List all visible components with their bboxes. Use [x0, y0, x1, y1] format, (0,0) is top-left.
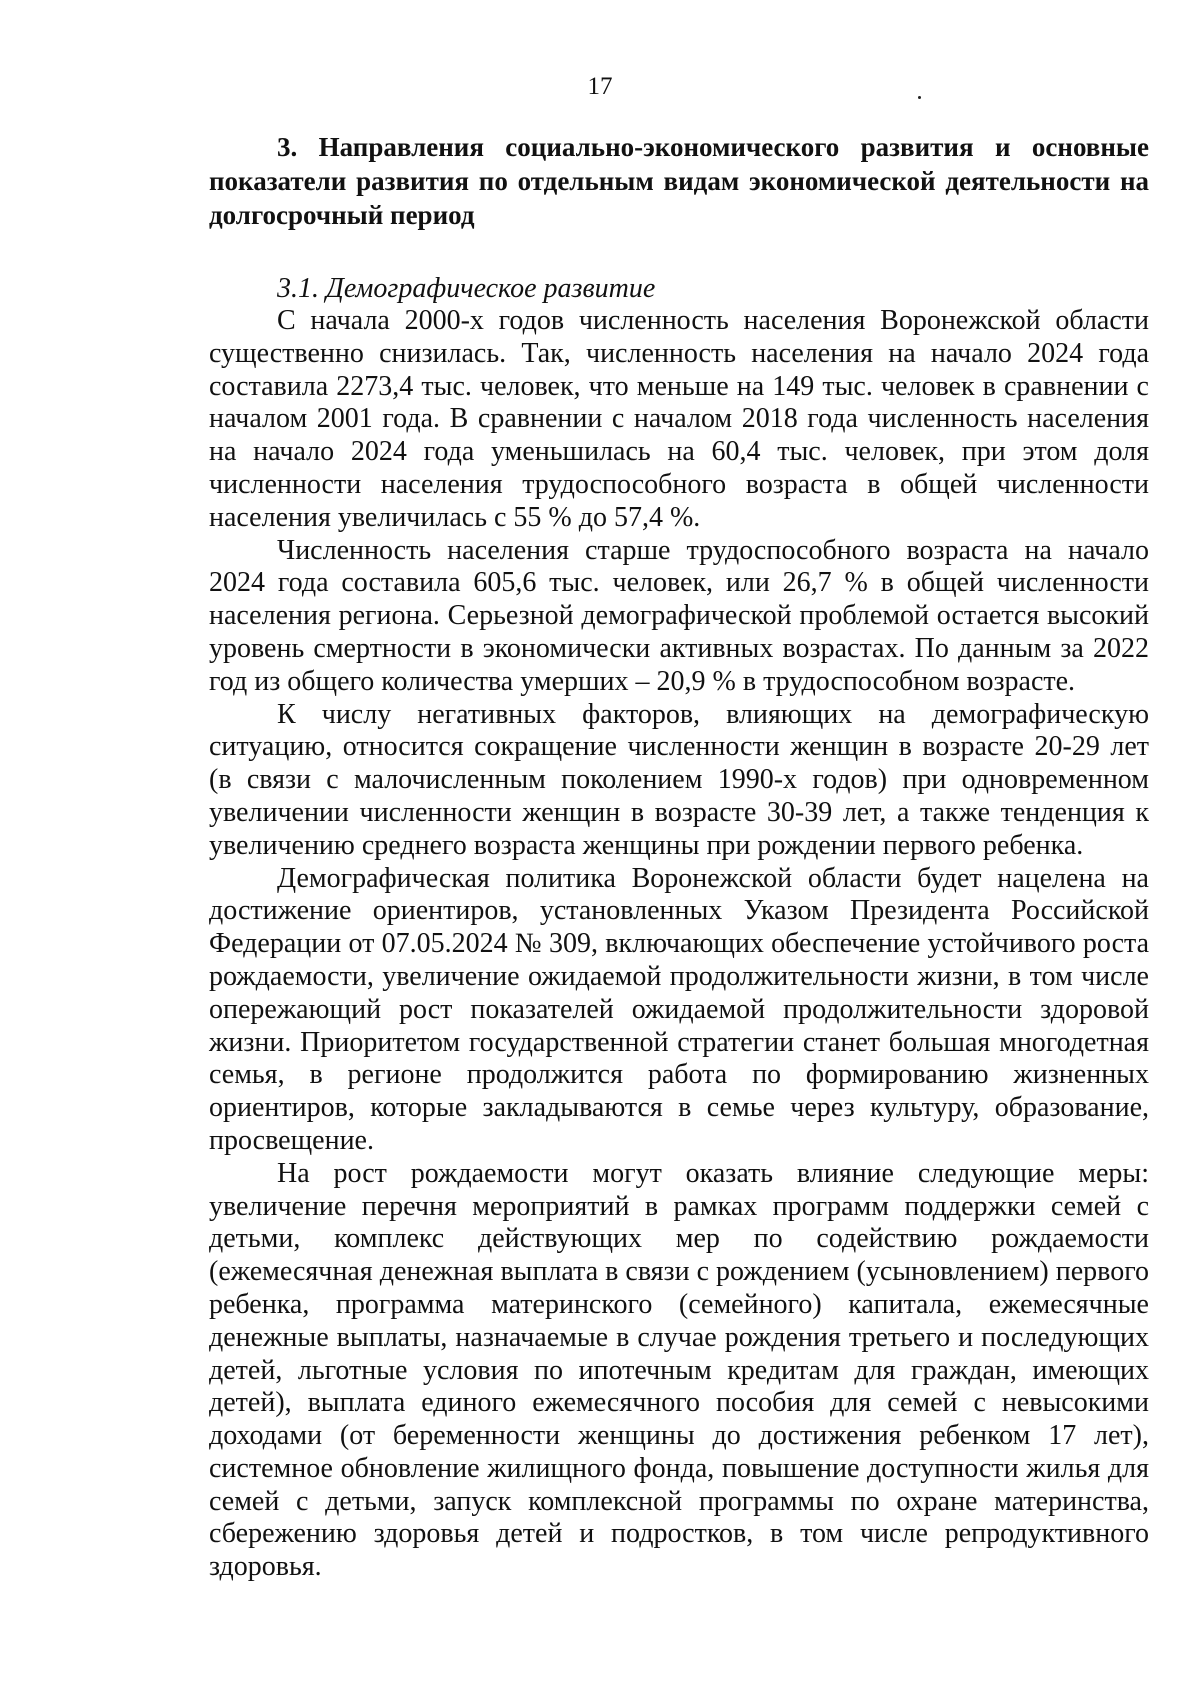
paragraph-demographic-policy: Демографическая политика Воронежской области будет нацелена на достижение ориентиров, установленных Указом Президента Российской Федерации от 07.05.2024 № 309, включающих обеспечение устойчивого роста рождаемости, увеличение ожидаемой продолжительности жизни, в том числе опережающий рост показателей ожидаемой продолжительности здоровой жизни. Приоритетом государственной стратегии станет большая многодетная семья, в регионе продолжится работа по формированию жизненных ориентиров, которые закладываются в семье через культуру, образование, просвещение.: [209, 862, 1149, 1156]
document-body: [209, 130, 1149, 1584]
paragraph-older-population: Численность населения старше трудоспособного возраста на начало 2024 года составила 605,6 тыс. человек, или 26,7 % в общей численности населения региона. Серьезной демографической проблемой остается высокий уровень смертности в экономически активных возрастах. По данным за 2022 год из общего количества умерших – 20,9 % в трудоспособном возрасте.: [209, 534, 1149, 697]
section-title: 3. Направления социально-экономического развития и основные показатели развития по отдельным видам экономической деятельности на долгосрочный период: [209, 132, 1149, 230]
subsection-title: 3.1. Демографическое развитие: [277, 273, 656, 304]
page-number: 17: [587, 73, 613, 100]
paragraph-population-decline: С начала 2000-х годов численность населения Воронежской области существенно снизилась. Так, численность населения на начало 2024 года составила 2273,4 тыс. человек, что меньше на 149 тыс. человек в сравнении с началом 2001 года. В сравнении с началом 2018 года численность населения на начало 2024 года уменьшилась на 60,4 тыс. человек, при этом доля численности населения трудоспособного возраста в общей численности населения увеличилась с 55 % до 57,4 %.: [209, 305, 1149, 533]
scan-speck: [918, 96, 921, 99]
paragraph-birth-rate-measures: На рост рождаемости могут оказать влияние следующие меры: увеличение перечня мероприятий в рамках программ поддержки семей с детьми, комплекс действующих мер по содействию рождаемости (ежемесячная денежная выплата в связи с рождением (усыновлением) первого ребенка, программа материнского (семейного) капитала, ежемесячные денежные выплаты, назначаемые в случае рождения третьего и последующих детей, льготные условия по ипотечным кредитам для граждан, имеющих детей), выплата единого ежемесячного пособия для семей с невысокими доходами (от беременности женщины до достижения ребенком 17 лет), системное обновление жилищного фонда, повышение доступности жилья для семей с детьми, запуск комплексной программы по охране материнства, сбережению здоровья детей и подростков, в том числе репродуктивного здоровья.: [209, 1157, 1149, 1583]
paragraph-negative-factors: К числу негативных факторов, влияющих на демографическую ситуацию, относится сокращение численности женщин в возрасте 20-29 лет (в связи с малочисленным поколением 1990-х годов) при одновременном увеличении численности женщин в возрасте 30-39 лет, а также тенденция к увеличению среднего возраста женщины при рождении первого ребенка.: [209, 698, 1149, 861]
